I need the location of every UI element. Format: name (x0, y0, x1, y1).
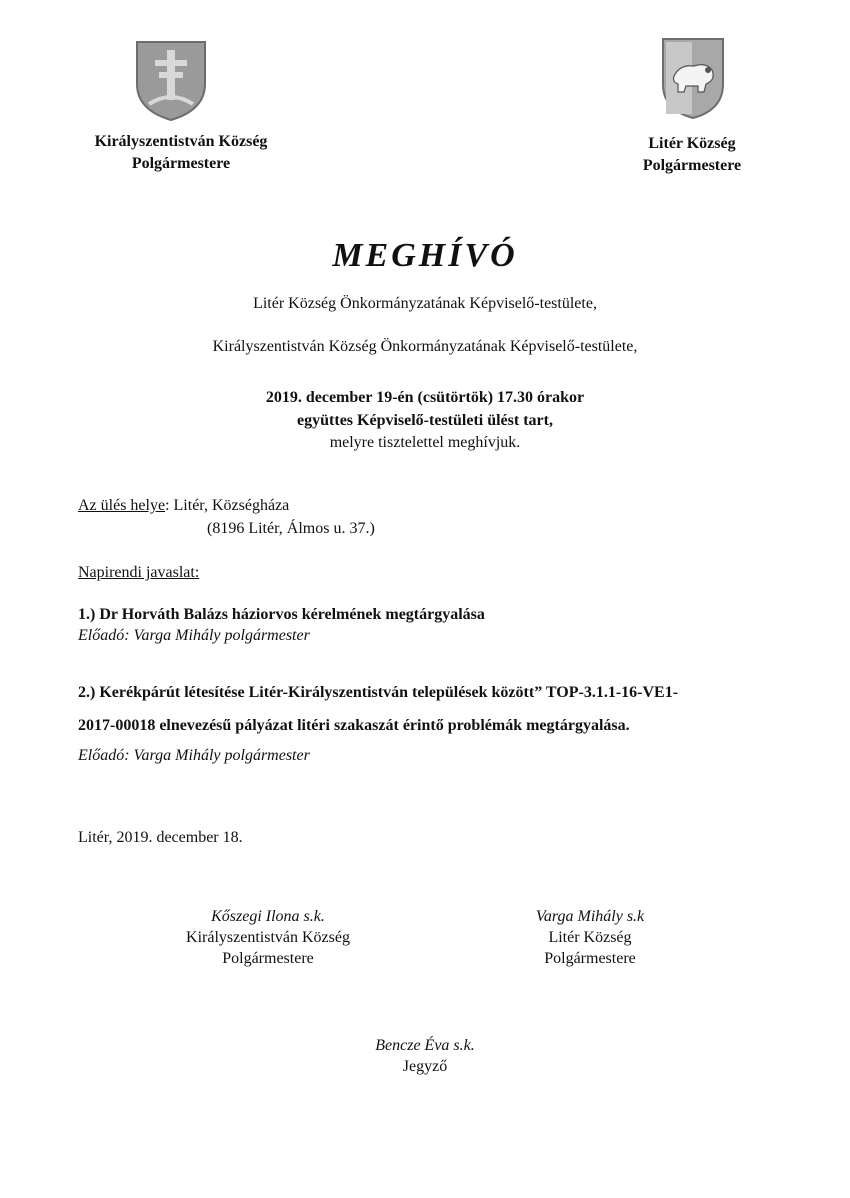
agenda-item-2-title-line1: 2.) Kerékpárút létesítése Litér-Királyszentistván települések között” TOP-3.1.1-16-VE1- (78, 684, 679, 701)
issuer-right (612, 133, 772, 177)
meeting-datetime: 2019. december 19-én (csütörtök) 17.30 órakor (265, 389, 585, 406)
signature-office: Litér Község (548, 929, 632, 946)
issuer-right-line2: Polgármestere (642, 157, 742, 174)
kiralyszentistvan-crest-icon (133, 40, 209, 122)
signature-name: Varga Mihály s.k (535, 908, 645, 925)
signature-name: Bencze Éva s.k. (375, 1037, 475, 1054)
place-date: Litér, 2019. december 18. (78, 829, 243, 846)
signature-role: Jegyző (402, 1058, 448, 1075)
signature-role: Polgármestere (544, 950, 636, 967)
document-title: MEGHÍVÓ (332, 237, 518, 274)
signature-role: Polgármestere (222, 950, 314, 967)
issuer-right-line1: Litér Község (648, 135, 736, 152)
issuer-left-line1: Királyszentistván Község (94, 133, 268, 150)
signature-mayor-kiralyszentistvan (158, 906, 378, 969)
signature-notary (345, 1035, 505, 1077)
signature-office: Királyszentistván Község (186, 929, 350, 946)
issuer-left-line2: Polgármestere (131, 155, 231, 172)
body-liter: Litér Község Önkormányzatának Képviselő-testülete, (253, 295, 597, 312)
agenda-item-2-presenter: Előadó: Varga Mihály polgármester (78, 747, 310, 764)
agenda-label: Napirendi javaslat: (78, 564, 200, 581)
issuer-left (70, 131, 292, 175)
venue-value: : Litér, Községháza (165, 497, 290, 514)
body-kiralyszentistvan: Királyszentistván Község Önkormányzatának Képviselő-testülete, (212, 338, 638, 355)
venue (78, 497, 289, 515)
agenda-item-2-title-line2: 2017-00018 elnevezésű pályázat litéri szakaszát érintő problémák megtárgyalása. (78, 717, 630, 734)
meeting-joint: együttes Képviselő-testületi ülést tart, (297, 412, 553, 429)
agenda-item-1-title: 1.) Dr Horváth Balázs háziorvos kérelmének megtárgyalása (78, 606, 485, 623)
venue-label: Az ülés helye (78, 497, 166, 514)
signature-mayor-liter (500, 906, 680, 969)
signature-name: Kőszegi Ilona s.k. (211, 908, 325, 925)
liter-crest-icon (660, 36, 726, 120)
agenda-item-1-presenter: Előadó: Varga Mihály polgármester (78, 627, 310, 644)
meeting-invite: melyre tisztelettel meghívjuk. (329, 434, 521, 451)
venue-address: (8196 Litér, Álmos u. 37.) (207, 520, 375, 537)
